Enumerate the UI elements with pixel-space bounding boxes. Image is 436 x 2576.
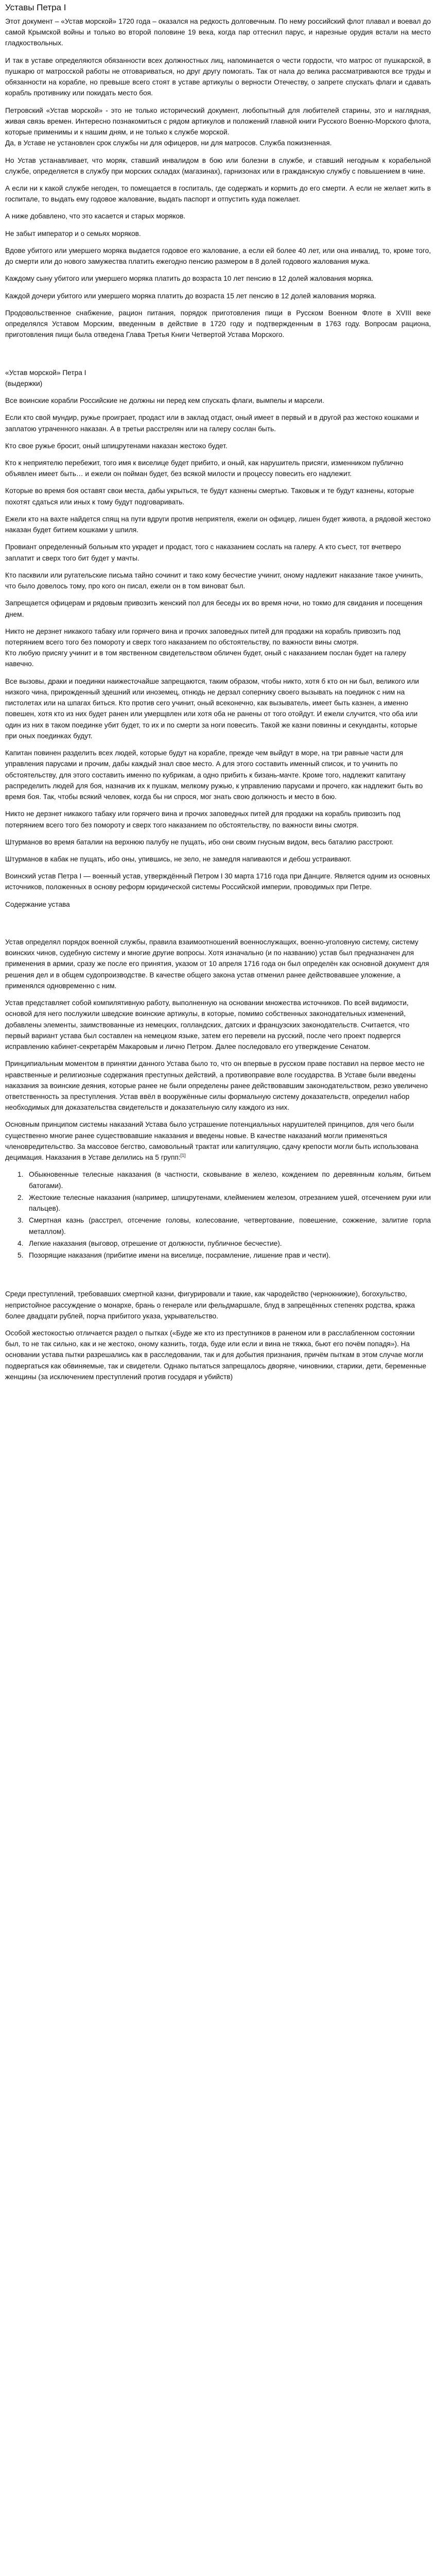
paragraph: Вдове убитого или умершего моряка выдается годовое его жалование, а если ей более 40 лет, или она инвалид, то, кроме того, до смерти или до нового замужества платить ежегодно пенсию размером в 8 долей годового жалования мужа. (5, 246, 431, 266)
paragraph: Принципиальным моментом в принятии данного Устава было то, что он впервые в русском праве поставил на первое место не нравственные и религиозные содержания преступных действий, а противоправие воле государства. В Уставе были введены наказания за воинские деяния, которые ранее не были определены ранее действовавшим законодательством, резко увеличено ответственность за преступления. Устав ввёл в вооружённые силы формальную систему доказательств, определил набор необходимых для доказательства свидетельств и доказательную силу каждого из них. (5, 1060, 428, 1112)
list-item (18, 1215, 431, 1236)
paragraph: А если ни к какой службе негоден, то помещается в госпиталь, где содержать и кормить до его смерти. А если не желает жить в госпитале, то выдать ему годовое жалование, выдать паспорт и отпустить куда пожелает. (5, 184, 431, 204)
paragraph: Никто не дерзнет никакого табаку или горячего вина и прочих заповедных питей для продажи на корабль привозить под потерянием всего того без помороту и сверх того наказанием по обстоятельству, по важности вины смотря. Кто любую присягу учинит и в том явственном свидетельством обличен будет, оный с наказанием послан будет на галеру навечно. (5, 627, 406, 668)
paragraph: Ежели кто на вахте найдется спящ на пути вдруги против неприятеля, ежели он офицер, лишен будет живота, а рядовой жестоко наказан будет битием кошками у шпиля. (5, 515, 431, 534)
extract-subheading: (выдержки) (5, 379, 43, 387)
paragraph: Никто не дерзнет никакого табаку или горячего вина и прочих заповедных питей для продажи на корабль привозить под потерянием всего того без помороту и сверх того наказанием по обстоятельству, по важности вины смотря. (5, 810, 400, 829)
paragraph: Кто пасквили или ругательские письма тайно сочинит и тако кому бесчестие учинит, оному надлежит наказание такое учинить, что было довелось тому, про кого он писал, ежели он в том виноват был. (5, 571, 423, 590)
paragraph: Особой жестокостью отличается раздел о пытках («Буде же кто из преступников в раненом или в расслабленном состоянии был, то не так сильно, как и не жестоко, оному казнить, тогда, буде или если и вина не тяжка, бьют его почём попадя»). На основании устава пытки разрешались как в расследовании, так и для добытия признания, причём пыткам в этом случае могли подвергаться как обвиняемые, так и свидетели. Однако пытаться запрещалось дворяне, чиновники, старики, дети, беременные женщины (за исключением преступлений против государя и убийств) (5, 1329, 427, 1381)
paragraph: Провиант определенный больным кто украдет и продаст, того с наказанием сослать на галеру. А кто съест, тот вчетверо заплатит и сверх того бит будет у мачты. (5, 543, 401, 562)
paragraph: Штурманов во время баталии на верхнюю палубу не пущать, ибо они своим гнусным видом, весь баталию расстроют. (5, 838, 394, 846)
paragraph: Кто свое ружье бросит, оный шпицрутенами наказан жестоко будет. (5, 442, 228, 450)
paragraph: Штурманов в кабак не пущать, ибо оны, упившись, не зело, не замедля напиваются и дебош устраивают. (5, 855, 352, 863)
list-item (18, 1192, 431, 1214)
paragraph: Кто к неприятелю перебежит, того имя к виселице будет прибито, и оный, как нарушитель присяги, изменником публично объявлен имеет быть… и ежели он пойман будет, без всякой милости и процессу повесить его надлежит. (5, 459, 404, 478)
paragraph: Которые во время боя оставят свои места, дабы укрыться, те будут казнены смертью. Таковыж и те будут казнены, которые похотят сдаться или иных к тому будут подговаривать. (5, 487, 414, 506)
footnote-reference[interactable]: [1] (180, 1153, 186, 1158)
list-item-number: 4. (18, 1239, 24, 1247)
list-item-text: Обыкновенные телесные наказания (в частности, сковывание в железо, кождением по деревянным кольям, битьем батогами). (29, 1171, 431, 1190)
list-item-number: 1. (18, 1171, 24, 1179)
list-item-number: 3. (18, 1216, 24, 1225)
paragraph: Не забыт император и о семьях моряков. (5, 229, 141, 238)
paragraph: А ниже добавлено, что это касается и старых моряков. (5, 212, 186, 221)
paragraph: Все воинские корабли Российские не должны ни перед кем спускать флаги, вымпелы и марсели. (5, 397, 324, 405)
paragraph: Воинский устав Петра I — военный устав, утверждённый Петром I 30 марта 1716 года при Данциге. Является одним из основных источников, положенных в основу реформ юридической системы Российской империи, проводимых при Петре. (5, 872, 430, 891)
list-item-text: Легкие наказания (выговор, отрешение от должности, публичное бесчестие). (29, 1239, 282, 1247)
paragraph: Устав определял порядок военной службы, правила взаимоотношений военнослужащих, военно-уголовную систему, систему воинских чинов, судебную систему и многие другие вопросы. Хотя изначально (и по названию) устав был предназначен для применения в армии, сразу же после его принятия, указом от 10 апреля 1716 года он был определён как основной документ для решения дел и в общем судопроизводстве. В качестве общего закона устав отменил ранее действовавшее уложение, а применялся одновременно с ним. (5, 938, 429, 990)
list-item-number: 2. (18, 1193, 24, 1201)
list-item (18, 1238, 431, 1249)
paragraph: Но Устав устанавливает, что моряк, ставший инвалидом в бою или болезни в службе, и ставший негодным к корабельной службе, определяется в службу при морских складах (магазинах), гарнизонах или в гражданскую службу с повышением в чине. (5, 156, 431, 175)
extracts-section (5, 395, 431, 865)
paragraph: Продовольственное снабжение, рацион питания, порядок приготовления пищи в Русском Военном Флоте в XVIII веке определялся Уставом Морским, введенным в действие в 1720 году и подтвержденным в 1763 году. Вопросам рациона, приготовления пищи была отведена Глава Третья Книги Четвертой Устава Морского. (5, 309, 431, 339)
punishments-list (5, 1169, 431, 1261)
paragraph: Запрещается офицерам и рядовым привозить женский пол для беседы их во время ночи, но токмо для свидания и посещения днем. (5, 599, 423, 618)
page-title: Уставы Петра I (5, 3, 66, 12)
analysis-section (5, 871, 431, 910)
intro-section (5, 16, 431, 341)
paragraph: Капитан повинен разделить всех людей, которые будут на корабле, прежде чем выйдут в море, на три равные части для управления парусами и прочим, дабы каждый знал свое место. А для этого составить именный список, и то учинить по обстоятельству, для этого составить именно по кубрикам, а одно прибить к бизань-мачте. Кроме того, надлежит капитану распределить людей для боя, назначив их к пушкам, мелкому ружью, к управлению парусами и прочего, как надлежит быть во время боя. Так, чтобы всякий человек, когда бы ни спрося, мог знать свою должность и место в бою. (5, 749, 423, 801)
paragraph: Каждой дочери убитого или умершего моряка платить до возраста 15 лет пенсию в 12 долей жалования моряка. (5, 292, 376, 300)
list-item (18, 1250, 431, 1261)
extract-heading: «Устав морской» Петра I (5, 368, 86, 377)
analysis-section-2 (5, 937, 431, 1163)
paragraph: Все вызовы, драки и поединки наижесточайше запрещаются, таким образом, чтобы никто, хотя б кто он ни был, великого или низкого чина, прирожденный здешний или иноземец, отнюдь не дерзал сопернику своего вызывать на поединок с ним на пистолетах или на шпагах биться. Кто против сего учинит, оный всеконечно, как вызыватель, имеет быть казнен, а именно повешен, хотя кто из них будет ранен или умерщвлен или хотя оба не ранены от того отойдут. И ежели случится, что оба или один из них в таком поединке убит будет, то их и по смерти за ноги повесить. Такой же казни повинны и секунданты, которые при оных поединках будут. (5, 677, 419, 740)
paragraph: Петровский «Устав морской» - это не только исторический документ, любопытный для любителей старины, это и наглядная, живая связь времен. Интересно познакомиться с рядом артикулов и положений главной книги Русского Военно-Морского флота, которые применимы и к нашим дням, и не только к службе морской. Да, в Уставе не установлен срок службы ни для офицеров, ни для матросов. Служба пожизненная. (5, 106, 431, 147)
paragraph: Если кто свой мундир, ружье проиграет, продаст или в заклад отдаст, оный имеет в первый и в другой раз жестоко кошками и заплатою утраченного наказан. А в третьи расстрелян или на галеру сослан быть. (5, 414, 419, 433)
paragraph: Этот документ – «Устав морской» 1720 года – оказался на редкость долговечным. По нему российский флот плавал и воевал до самой Крымской войны и только во второй половине 19 века, когда пар оттеснил парус, и нарезные орудия встали на место гладкоствольных. (5, 17, 431, 47)
paragraph: И так в уставе определяются обязанности всех должностных лиц, напоминается о чести гордости, что матрос от пушкарской, в пушкарю от матросской работы не отговариваться, но друг другу помогать. Так от нала до велика рассматриваются все труды и обязанности на корабле, но превыше всего стоят в уставе артикулы о верности Отечеству, о запрете спускать флаги и сдавать корабль противнику или покидать место боя. (5, 56, 431, 97)
paragraph: Устав представляет собой компилятивную работу, выполненную на основании множества источников. По всей видимости, основой для него послужили шведские воинские артикулы, в которые, помимо собственных законодательных изменений, добавлены элементы, заимствованные из немецких, голландских, датских и французских законодательств. Считается, что первый вариант устава был составлен на немецком языке, затем его перевели на русский, после чего проект подвергся исправлению кабинет-секретарём Макаровым и лично Петром. Далее последовало его утверждение Сенатом. (5, 999, 410, 1051)
list-item-text: Смертная казнь (расстрел, отсечение головы, колесование, четвертование, повешение, сожжение, залитие горла металлом). (29, 1216, 431, 1235)
paragraph: Основным принципом системы наказаний Устава было устрашение потенциальных нарушителей принципов, для чего были существенно многие ранее существовавшие наказания и введены новые. В качестве наказаний могли применяться членовредительство. За массовое бегство, самовольный трактат или капитуляцию, сдачу крепости могли быть использована децимация. Наказания в Уставе делились на 5 групп:[1] (5, 1121, 418, 1162)
list-item-text: Жестокие телесные наказания (например, шпицрутенами, клеймением железом, отрезанием ушей, отсечением руки или пальцев). (29, 1193, 431, 1213)
list-item (18, 1169, 431, 1191)
paragraph: Среди преступлений, требовавших смертной казни, фигурировали и такие, как чародейство (чернокнижие), богохульство, непристойное рассуждение о монархе, брань о генерале или фельдмаршале, блуд в запрещённых степенях родства, кража более двадцати рублей, порча прибитого указа, укрывательство. (5, 1290, 415, 1320)
paragraph: Содержание устава (5, 900, 70, 908)
list-item-text: Позорящие наказания (прибитие имени на виселице, посрамление, лишение прав и чести). (29, 1251, 330, 1260)
list-item-number: 5. (18, 1251, 24, 1260)
paragraph: Каждому сыну убитого или умершего моряка платить до возраста 10 лет пенсию в 12 долей жалования моряка. (5, 275, 374, 283)
closing-section (5, 1289, 431, 1382)
